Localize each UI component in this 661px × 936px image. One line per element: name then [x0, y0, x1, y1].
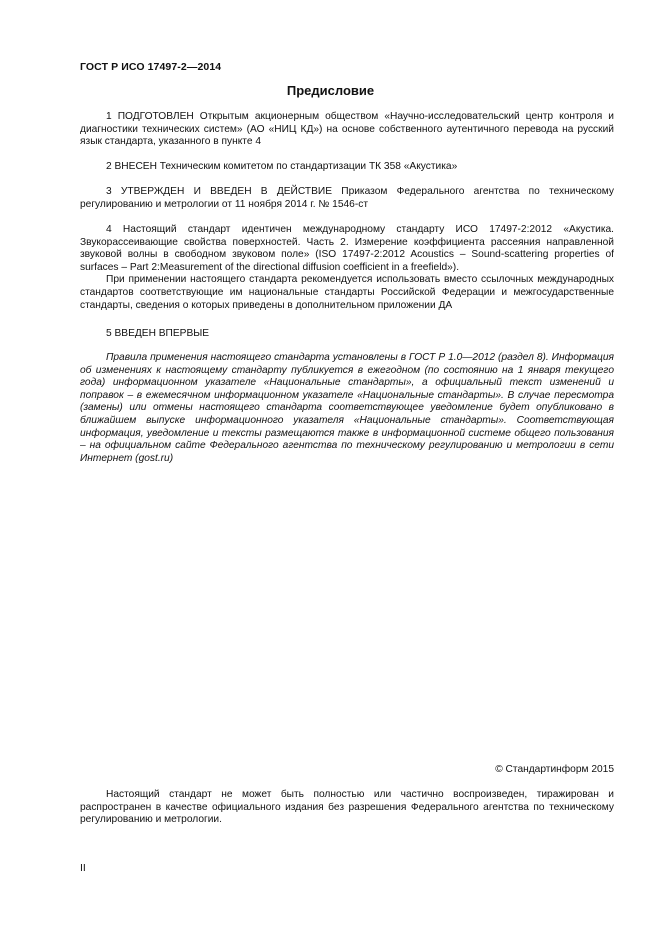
reproduction-notice-text: Настоящий стандарт не может быть полностью или частично воспроизведен, тиражирован и распространен в качестве официального издания без разрешения Федерального агентства по техническому регулированию и метрологии. [80, 789, 614, 826]
paragraph-prepared [80, 111, 614, 149]
paragraph-submitted [80, 161, 614, 174]
paragraph-application-rules-text: Правила применения настоящего стандарта установлены в ГОСТ Р 1.0—2012 (раздел 8). Информация об изменениях к настоящему стандарту публикуется в ежегодном (по состоянию на 1 января текущего года) информационном указателе «Национальные стандарты», а официальный текст изменений и поправок – в ежемесячном информационном указателе «Национальные стандарты». В случае пересмотра (замены) или отмены настоящего стандарта соответствующее уведомление будет опубликовано в ближайшем выпуске информационного указателя «Национальные стандарты». Соответствующая информация, уведомление и тексты размещаются также в информационной системе общего пользования – на официальном сайте Федерального агентства по техническому регулированию и метрологии в сети Интернет (gost.ru) [80, 352, 614, 464]
reproduction-notice [80, 789, 614, 827]
copyright-line: © Стандартинформ 2015 [495, 764, 614, 775]
paragraph-identical-standard-text: 4 Настоящий стандарт идентичен международному стандарту ИСО 17497-2:2012 «Акустика. Звукорассеивающие свойства поверхностей. Часть 2. Измерение коэффициента рассеяния направленной звуковой волны в свободном звуковом поле» (ISO 17497-2:2012 Acoustics – Sound-scattering properties of surfaces – Part 2:Measurement of the directional diffusion coefficient in a freefield»). [80, 224, 614, 273]
paragraph-identical-standard [80, 224, 614, 312]
standard-code-header: ГОСТ Р ИСО 17497-2—2014 [80, 61, 222, 73]
paragraph-submitted-text: 2 ВНЕСЕН Техническим комитетом по стандартизации ТК 358 «Акустика» [106, 161, 458, 172]
paragraph-reference-standards-text: При применении настоящего стандарта рекомендуется использовать вместо ссылочных международных стандартов соответствующие им национальные стандарты Российской Федерации и межгосударственные стандарты, сведения о которых приведены в дополнительном приложении ДА [80, 274, 614, 311]
page-number: II [80, 862, 86, 874]
paragraph-application-rules [80, 352, 614, 465]
section-title: Предисловие [286, 83, 375, 98]
paragraph-introduced-first [80, 328, 614, 341]
paragraph-prepared-text: 1 ПОДГОТОВЛЕН Открытым акционерным обществом «Научно-исследовательский центр контроля и диагностики технических систем» (АО «НИЦ КД») на основе собственного аутентичного перевода на русский язык стандарта, указанного в пункте 4 [80, 111, 614, 148]
paragraph-approved-text: 3 УТВЕРЖДЕН И ВВЕДЕН В ДЕЙСТВИЕ Приказом Федерального агентства по техническому регулированию и метрологии от 11 ноября 2014 г. № 1546-ст [80, 186, 614, 210]
paragraph-approved [80, 186, 614, 211]
paragraph-introduced-first-text: 5 ВВЕДЕН ВПЕРВЫЕ [106, 328, 210, 339]
